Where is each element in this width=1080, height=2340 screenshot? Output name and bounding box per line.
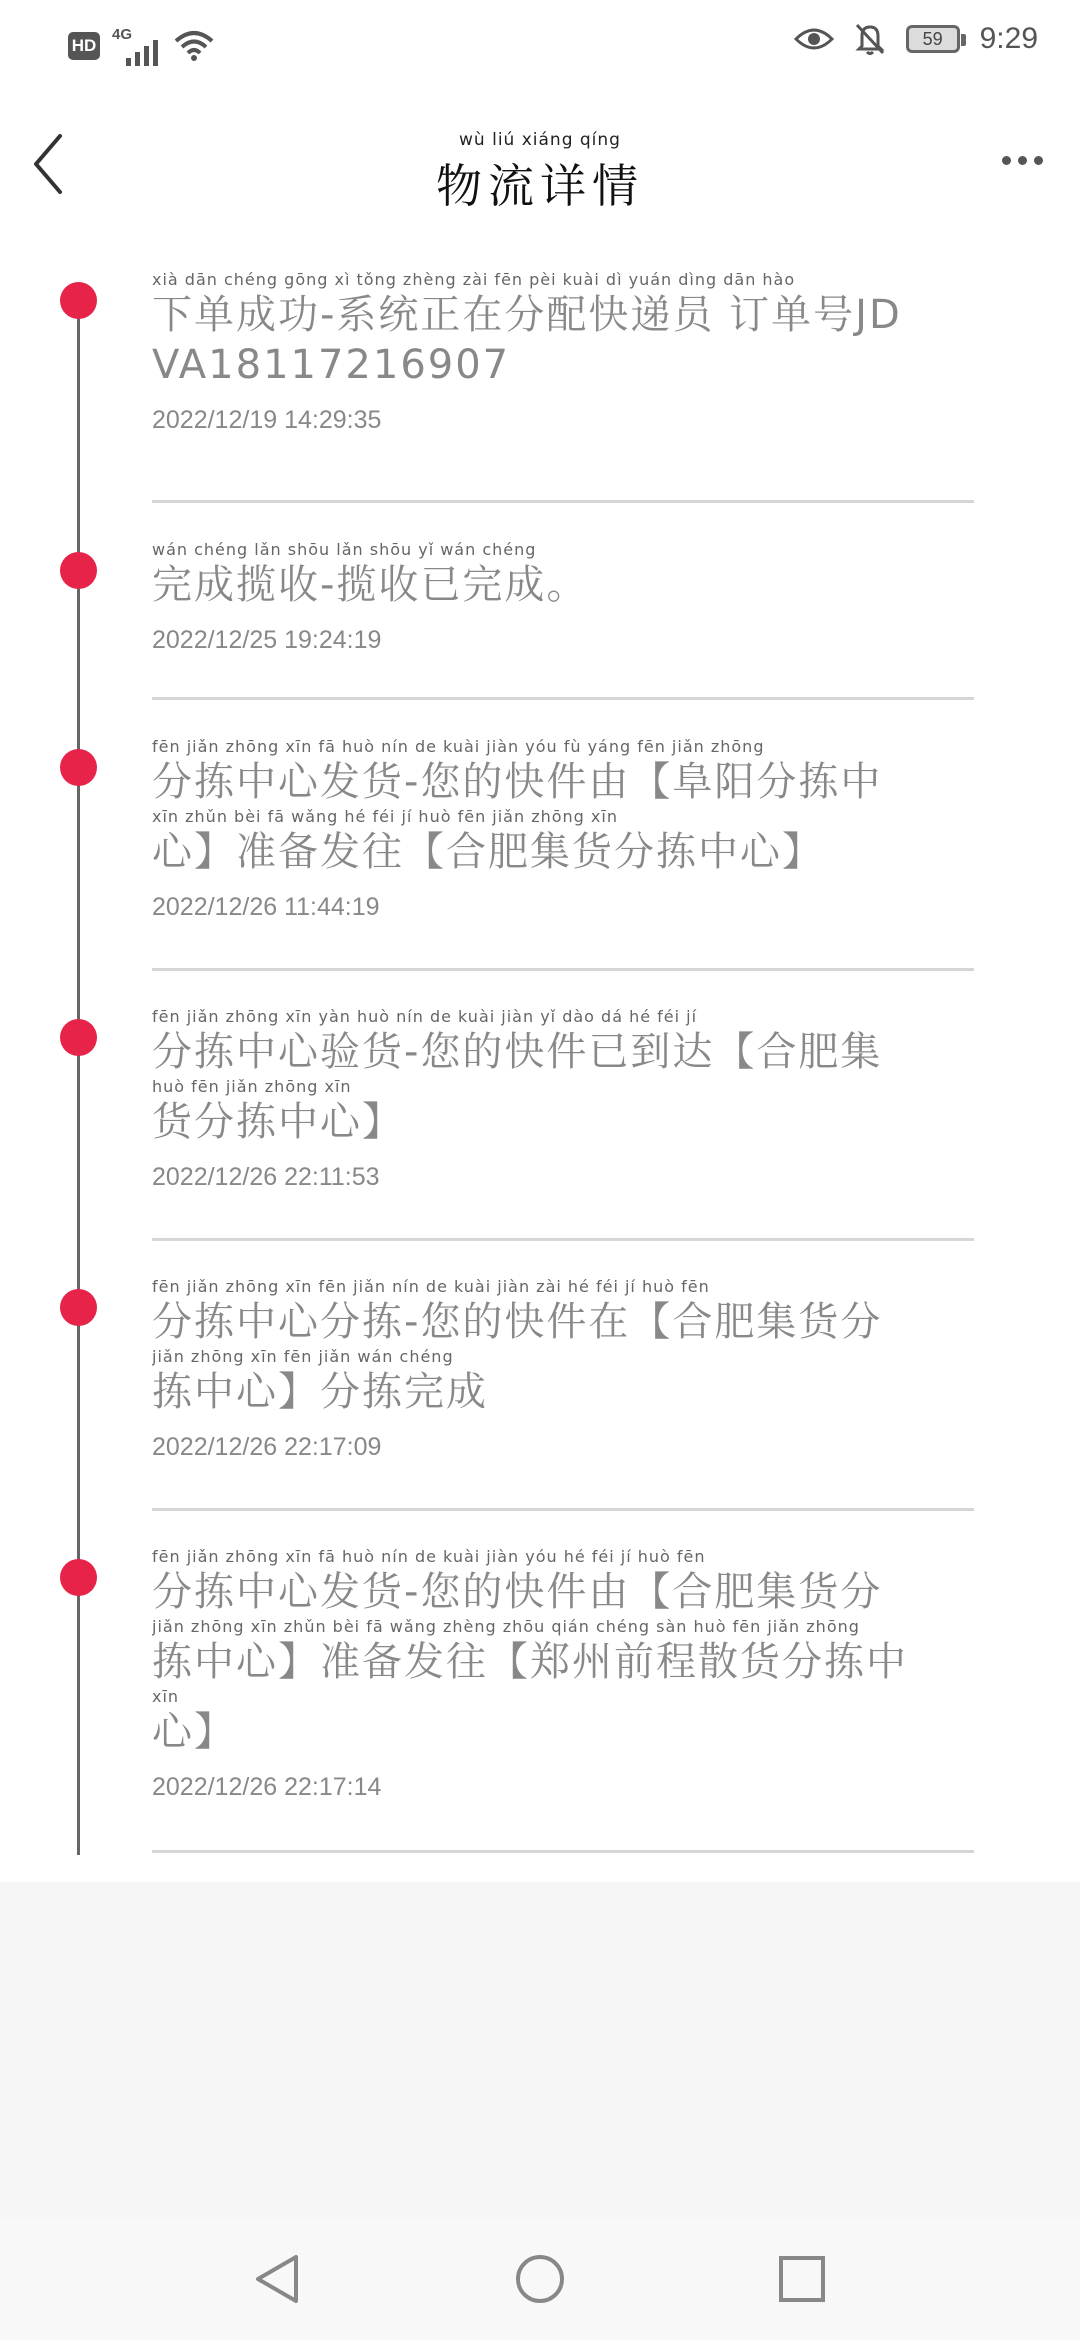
system-nav-bar	[0, 2217, 1080, 2340]
more-button[interactable]	[992, 140, 1052, 180]
nav-recents-icon	[776, 2253, 828, 2305]
event-text: 分拣中心验货-您的快件已到达【合肥集	[152, 1029, 883, 1075]
hd-icon: HD	[68, 32, 100, 60]
status-bar	[0, 0, 1080, 90]
event-text: 完成揽收-揽收已完成。	[152, 562, 589, 608]
nav-home-button[interactable]	[514, 2253, 566, 2305]
timeline-dot	[60, 1289, 97, 1326]
timeline-dot	[60, 1559, 97, 1596]
nav-recents-button[interactable]	[776, 2253, 828, 2305]
status-time: 9:29	[979, 22, 1038, 55]
divider	[152, 697, 974, 700]
event-time: 2022/12/26 22:11:53	[152, 1163, 380, 1191]
event-text: 心】	[152, 1709, 236, 1755]
event-time: 2022/12/26 22:17:14	[152, 1773, 382, 1801]
event-time: 2022/12/26 22:17:09	[152, 1433, 382, 1461]
signal-icon	[112, 26, 162, 66]
bell-off-icon	[854, 22, 886, 56]
timeline-event	[152, 1547, 972, 1802]
divider	[152, 1238, 974, 1241]
event-pinyin: wán chéng lǎn shōu lǎn shōu yǐ wán chéng	[152, 540, 537, 559]
nav-back-button[interactable]	[252, 2253, 304, 2305]
event-time: 2022/12/26 11:44:19	[152, 893, 380, 921]
event-pinyin: jiǎn zhōng xīn fēn jiǎn wán chéng	[152, 1347, 454, 1366]
timeline-dot	[60, 749, 97, 786]
battery-icon: 59	[906, 25, 960, 53]
network-type-label: 4G	[112, 26, 133, 43]
timeline-event	[152, 737, 972, 922]
divider	[152, 1508, 974, 1511]
event-pinyin: xià dān chéng gōng xì tǒng zhèng zài fēn pèi kuài dì yuán dìng dān hào	[152, 270, 796, 289]
divider	[152, 1850, 974, 1853]
event-text: 心】准备发往【合肥集货分拣中心】	[152, 829, 824, 875]
page-title-pinyin: wù liú xiáng qíng	[459, 130, 621, 150]
nav-back-icon	[252, 2253, 304, 2305]
event-text: 分拣中心发货-您的快件由【阜阳分拣中	[152, 759, 883, 805]
divider	[152, 968, 974, 971]
event-text: 分拣中心分拣-您的快件在【合肥集货分	[152, 1299, 883, 1345]
event-pinyin: jiǎn zhōng xīn zhǔn bèi fā wǎng zhèng zhōu qián chéng sàn huò fēn jiǎn zhōng	[152, 1617, 860, 1636]
timeline-event	[152, 540, 972, 655]
event-pinyin: fēn jiǎn zhōng xīn fā huò nín de kuài jiàn yóu fù yáng fēn jiǎn zhōng	[152, 737, 765, 756]
event-time: 2022/12/19 14:29:35	[152, 406, 382, 434]
timeline-dot	[60, 552, 97, 589]
event-time: 2022/12/25 19:24:19	[152, 626, 382, 654]
more-dots-icon	[1002, 156, 1011, 165]
event-text: 货分拣中心】	[152, 1099, 404, 1145]
empty-area	[0, 1882, 1080, 2217]
event-pinyin: fēn jiǎn zhōng xīn fā huò nín de kuài jiàn yóu hé féi jí huò fēn	[152, 1547, 706, 1566]
event-pinyin: xīn	[152, 1687, 180, 1706]
app-header	[0, 110, 1080, 213]
event-pinyin: fēn jiǎn zhōng xīn yàn huò nín de kuài jiàn yǐ dào dá hé féi jí	[152, 1007, 698, 1026]
status-right	[794, 22, 1038, 56]
divider	[152, 500, 974, 503]
timeline-event	[152, 270, 972, 435]
timeline-dot	[60, 282, 97, 319]
event-text: 拣中心】准备发往【郑州前程散货分拣中	[152, 1639, 908, 1685]
page-title: 物流详情	[436, 159, 644, 213]
status-left	[68, 26, 214, 66]
timeline-line	[77, 300, 80, 1855]
event-pinyin: xīn zhǔn bèi fā wǎng hé féi jí huò fēn jiǎn zhōng xīn	[152, 807, 618, 826]
event-text: 下单成功-系统正在分配快递员 订单号JD	[152, 292, 902, 338]
event-text: 拣中心】分拣完成	[152, 1369, 488, 1415]
page-title-wrap	[0, 130, 1080, 216]
timeline-event	[152, 1277, 972, 1462]
wifi-icon	[174, 29, 214, 63]
event-pinyin: huò fēn jiǎn zhōng xīn	[152, 1077, 352, 1096]
timeline-event	[152, 1007, 972, 1192]
event-text: VA18117216907	[152, 342, 511, 388]
timeline-dot	[60, 1019, 97, 1056]
event-pinyin: fēn jiǎn zhōng xīn fēn jiǎn nín de kuài jiàn zài hé féi jí huò fēn	[152, 1277, 710, 1296]
eye-icon	[794, 25, 834, 53]
nav-home-icon	[514, 2253, 566, 2305]
event-text: 分拣中心发货-您的快件由【合肥集货分	[152, 1569, 883, 1615]
